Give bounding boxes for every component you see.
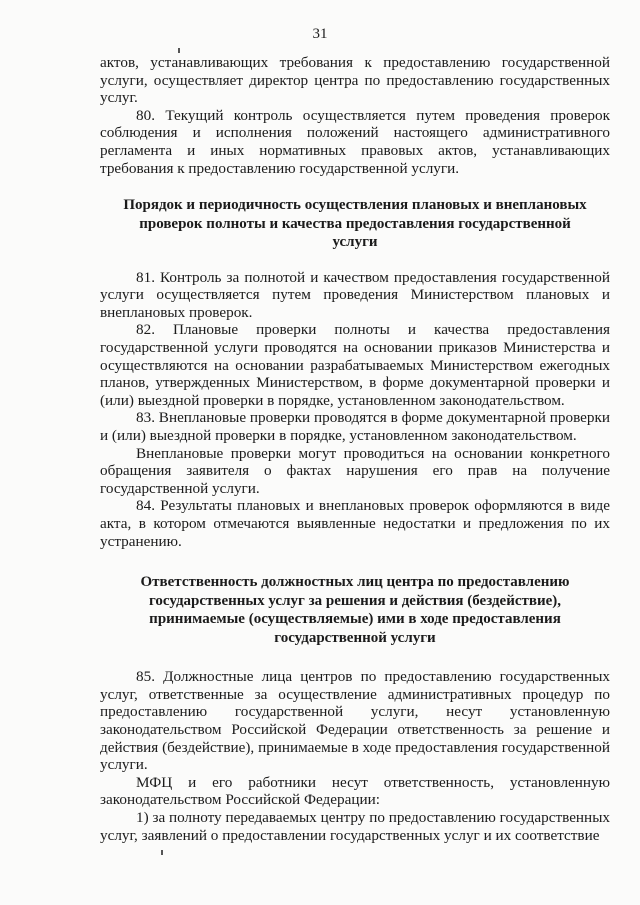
document-body xyxy=(100,54,610,844)
paragraph-85: 85. Должностные лица центров по предоставлению государственных услуг, ответственные за осуществление административных процедур по предоставлению государственной услуги, несут установленную законодательством Российской Федерации ответственность за решение и действия (бездействие), принимаемые в ходе предоставления государственной услуги. xyxy=(100,668,610,774)
scan-mark xyxy=(161,850,163,855)
paragraph-81: 81. Контроль за полнотой и качеством предоставления государственной услуги осуществляется путем проведения Министерством плановых и внеплановых проверок. xyxy=(100,268,610,321)
paragraph-unscheduled: Внеплановые проверки могут проводиться на основании конкретного обращения заявителя о фактах нарушения его прав на получение государственной услуги. xyxy=(100,444,610,497)
paragraph-80: 80. Текущий контроль осуществляется путем проведения проверок соблюдения и исполнения положений настоящего административного регламента и иных нормативных правовых актов, устанавливающих требования к предоставлению государственной услуги. xyxy=(100,106,610,177)
paragraph-continuation: актов, устанавливающих требования к предоставлению государственной услуги, осуществляет директор центра по предоставлению государственных услуг. xyxy=(100,54,610,107)
page-number: 31 xyxy=(312,26,328,42)
scan-mark xyxy=(178,48,180,53)
paragraph-84: 84. Результаты плановых и внеплановых проверок оформляются в виде акта, в котором отмечаются выявленные недостатки и предложения по их устранению. xyxy=(100,497,610,550)
paragraph-mfc: МФЦ и его работники несут ответственность, установленную законодательством Российской Федерации: xyxy=(100,773,610,809)
paragraph-item-1: 1) за полноту передаваемых центру по предоставлению государственных услуг, заявлений о предоставлении государственных услуг и их соответствие xyxy=(100,808,610,844)
section-heading-inspections: Порядок и периодичность осуществления плановых и внеплановых проверок полноты и качества предоставления государственной услуги xyxy=(123,197,587,251)
paragraph-82: 82. Плановые проверки полноты и качества предоставления государственной услуги проводятся на основании приказов Министерства и осуществляются на основании разрабатываемых Министерством ежегодных планов, утвержденных Министерством, в форме документарной проверки и (или) выездной проверки в порядке, установленном законодательством. xyxy=(100,321,610,409)
paragraph-83: 83. Внеплановые проверки проводятся в форме документарной проверки и (или) выездной проверки в порядке, установленном законодательством. xyxy=(100,409,610,444)
section-heading-responsibility: Ответственность должностных лиц центра по предоставлению государственных услуг за решения и действия (бездействие), принимаемые (осуществляемые) ими в ходе предоставления государственной услуги xyxy=(140,574,570,646)
